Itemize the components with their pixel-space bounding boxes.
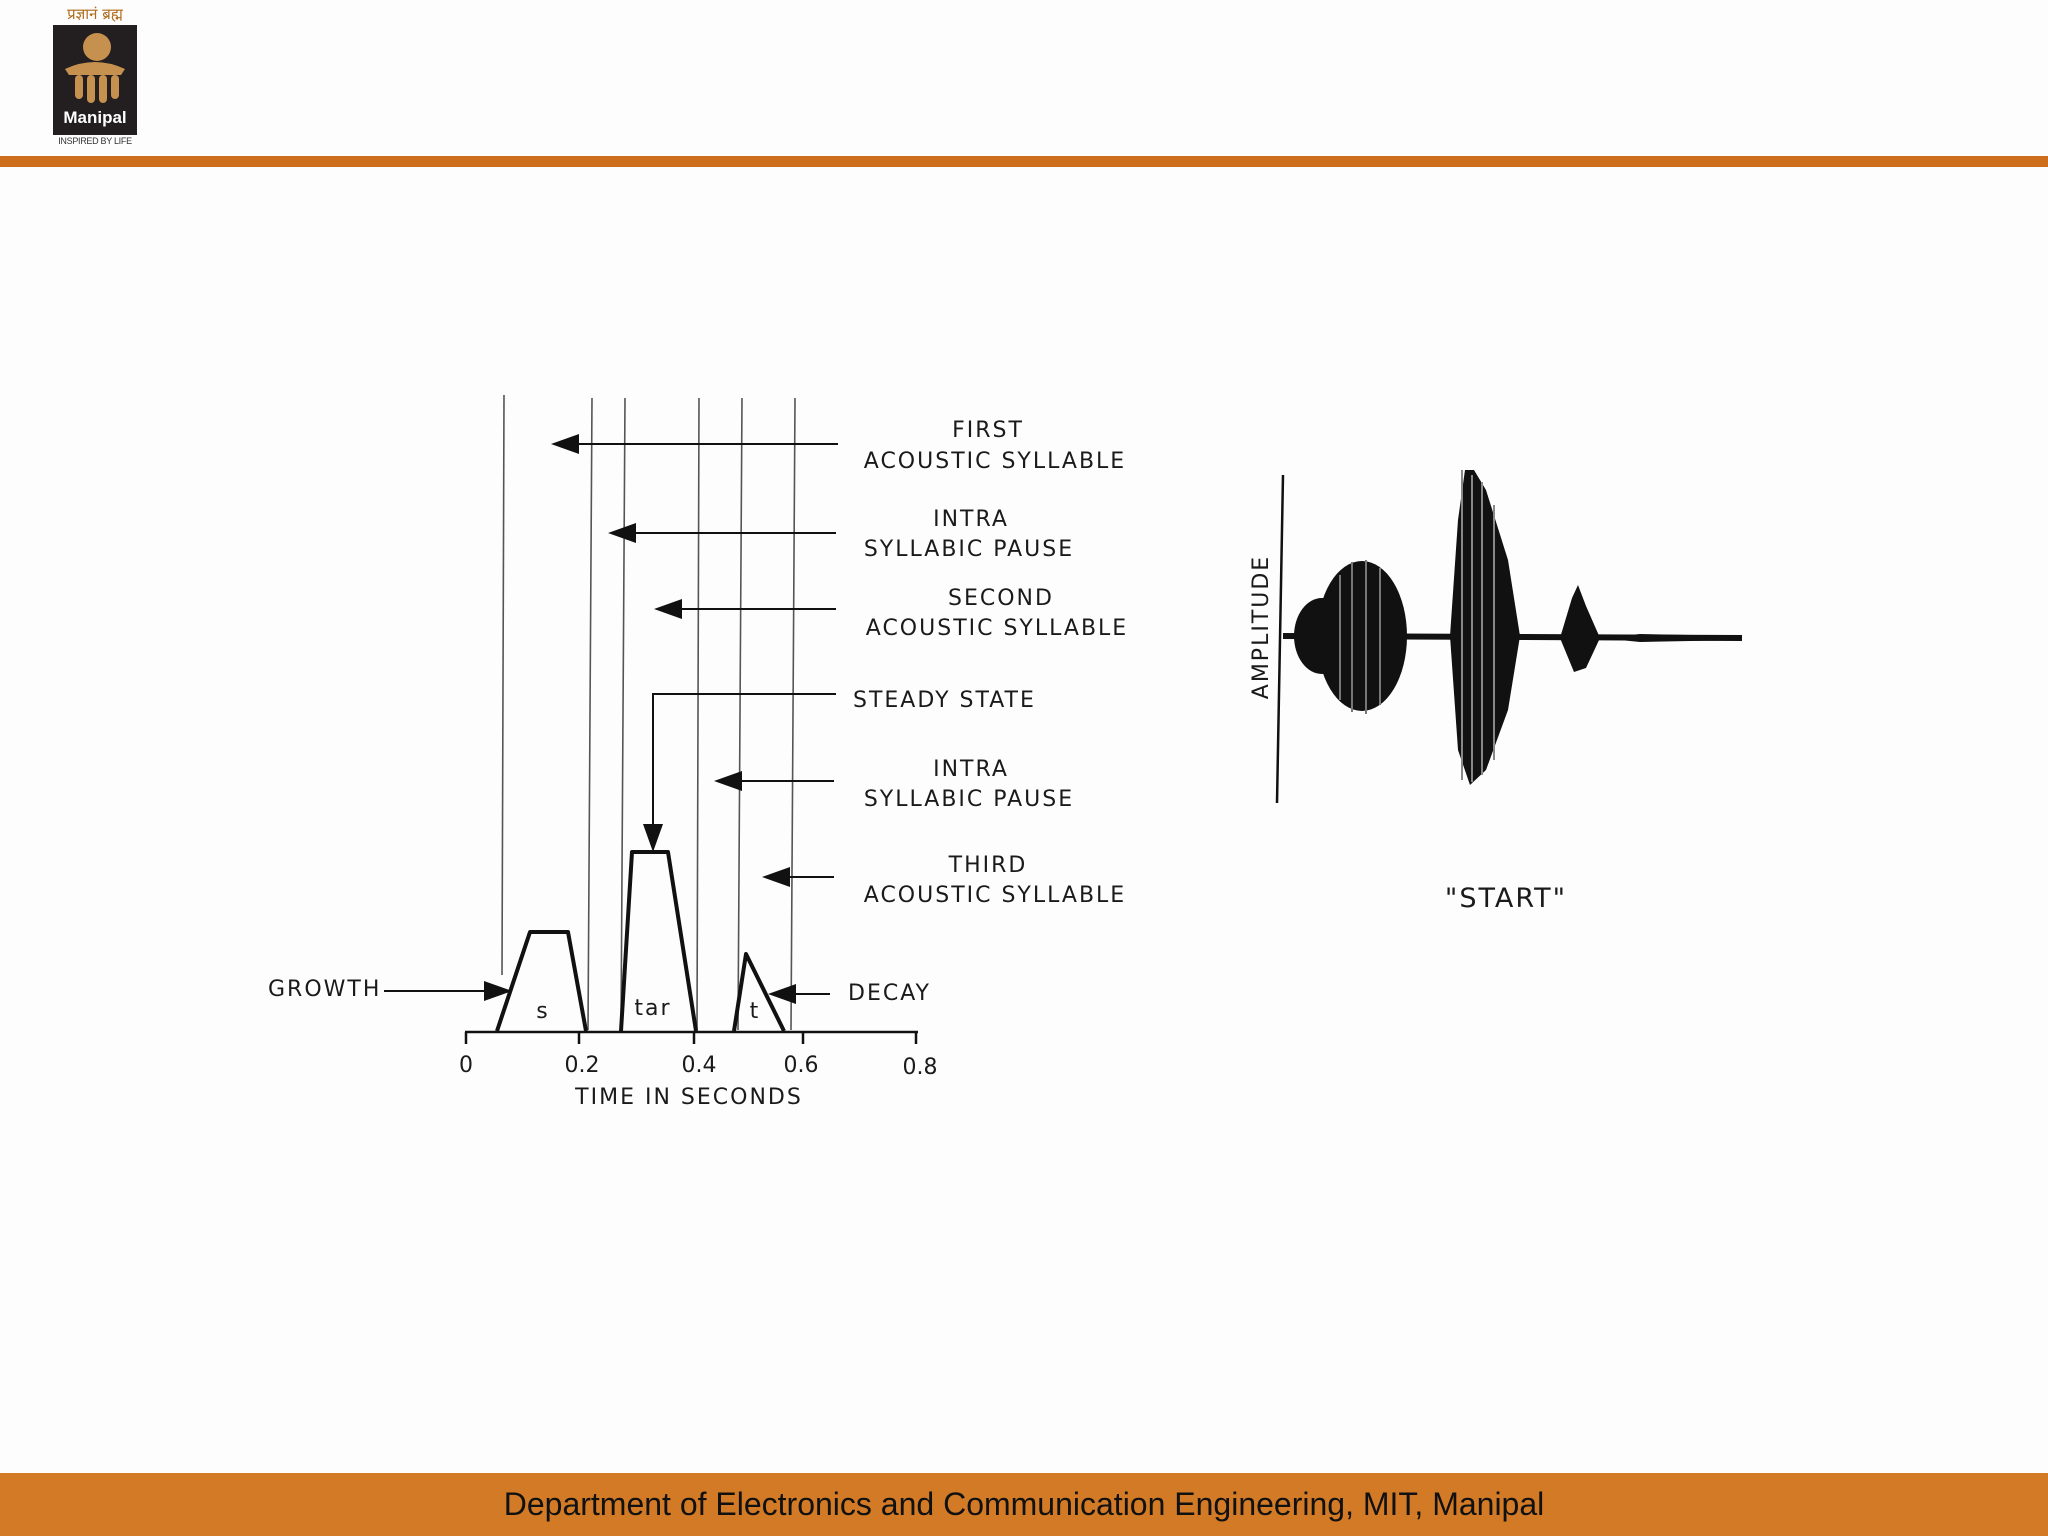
growth-label: GROWTH xyxy=(268,977,382,1002)
first-syllable-label-line2: ACOUSTIC SYLLABLE xyxy=(863,449,1127,474)
segment-label-s: s xyxy=(536,999,550,1024)
third-syllable-label-line2: ACOUSTIC SYLLABLE xyxy=(863,883,1127,908)
third-syllable-label-line1: THIRD xyxy=(948,853,1028,878)
pause2-label-line1: INTRA xyxy=(933,757,1009,782)
first-syllable-label-line1: FIRST xyxy=(952,418,1024,443)
amplitude-axis xyxy=(1277,475,1283,803)
pause1-label-line1: INTRA xyxy=(933,507,1009,532)
footer-bar xyxy=(0,1473,2048,1536)
boundary-lines xyxy=(502,395,795,1030)
tick-label: 0 xyxy=(459,1053,473,1078)
second-syllable-label-line1: SECOND xyxy=(948,586,1054,611)
tick-label: 0.4 xyxy=(681,1053,717,1078)
speech-waveform xyxy=(1283,470,1742,785)
time-axis-label: TIME IN SECONDS xyxy=(575,1085,803,1110)
steady-state-arrow xyxy=(653,694,836,848)
decay-label: DECAY xyxy=(848,981,931,1006)
tick-label: 0.2 xyxy=(564,1053,600,1078)
pause2-label-line2: SYLLABIC PAUSE xyxy=(863,787,1075,812)
steady-state-label: STEADY STATE xyxy=(853,688,1036,713)
segment-label-tar: tar xyxy=(634,996,672,1021)
segment-label-t: t xyxy=(749,999,761,1024)
amplitude-label: AMPLITUDE xyxy=(1249,554,1274,700)
tick-label: 0.6 xyxy=(783,1053,819,1078)
tick-label: 0.8 xyxy=(902,1055,938,1080)
logo-motto: INSPIRED BY LIFE xyxy=(58,136,132,146)
pause1-label-line2: SYLLABIC PAUSE xyxy=(863,537,1075,562)
time-axis xyxy=(465,1032,918,1044)
second-syllable-label-line2: ACOUSTIC SYLLABLE xyxy=(865,616,1129,641)
logo-name: Manipal xyxy=(63,108,127,127)
waveform-caption: "START" xyxy=(1444,883,1568,914)
logo-tagline: प्रज्ञानं ब्रह्म xyxy=(67,5,123,23)
footer-text: Department of Electronics and Communication Engineering, MIT, Manipal xyxy=(503,1486,1545,1522)
